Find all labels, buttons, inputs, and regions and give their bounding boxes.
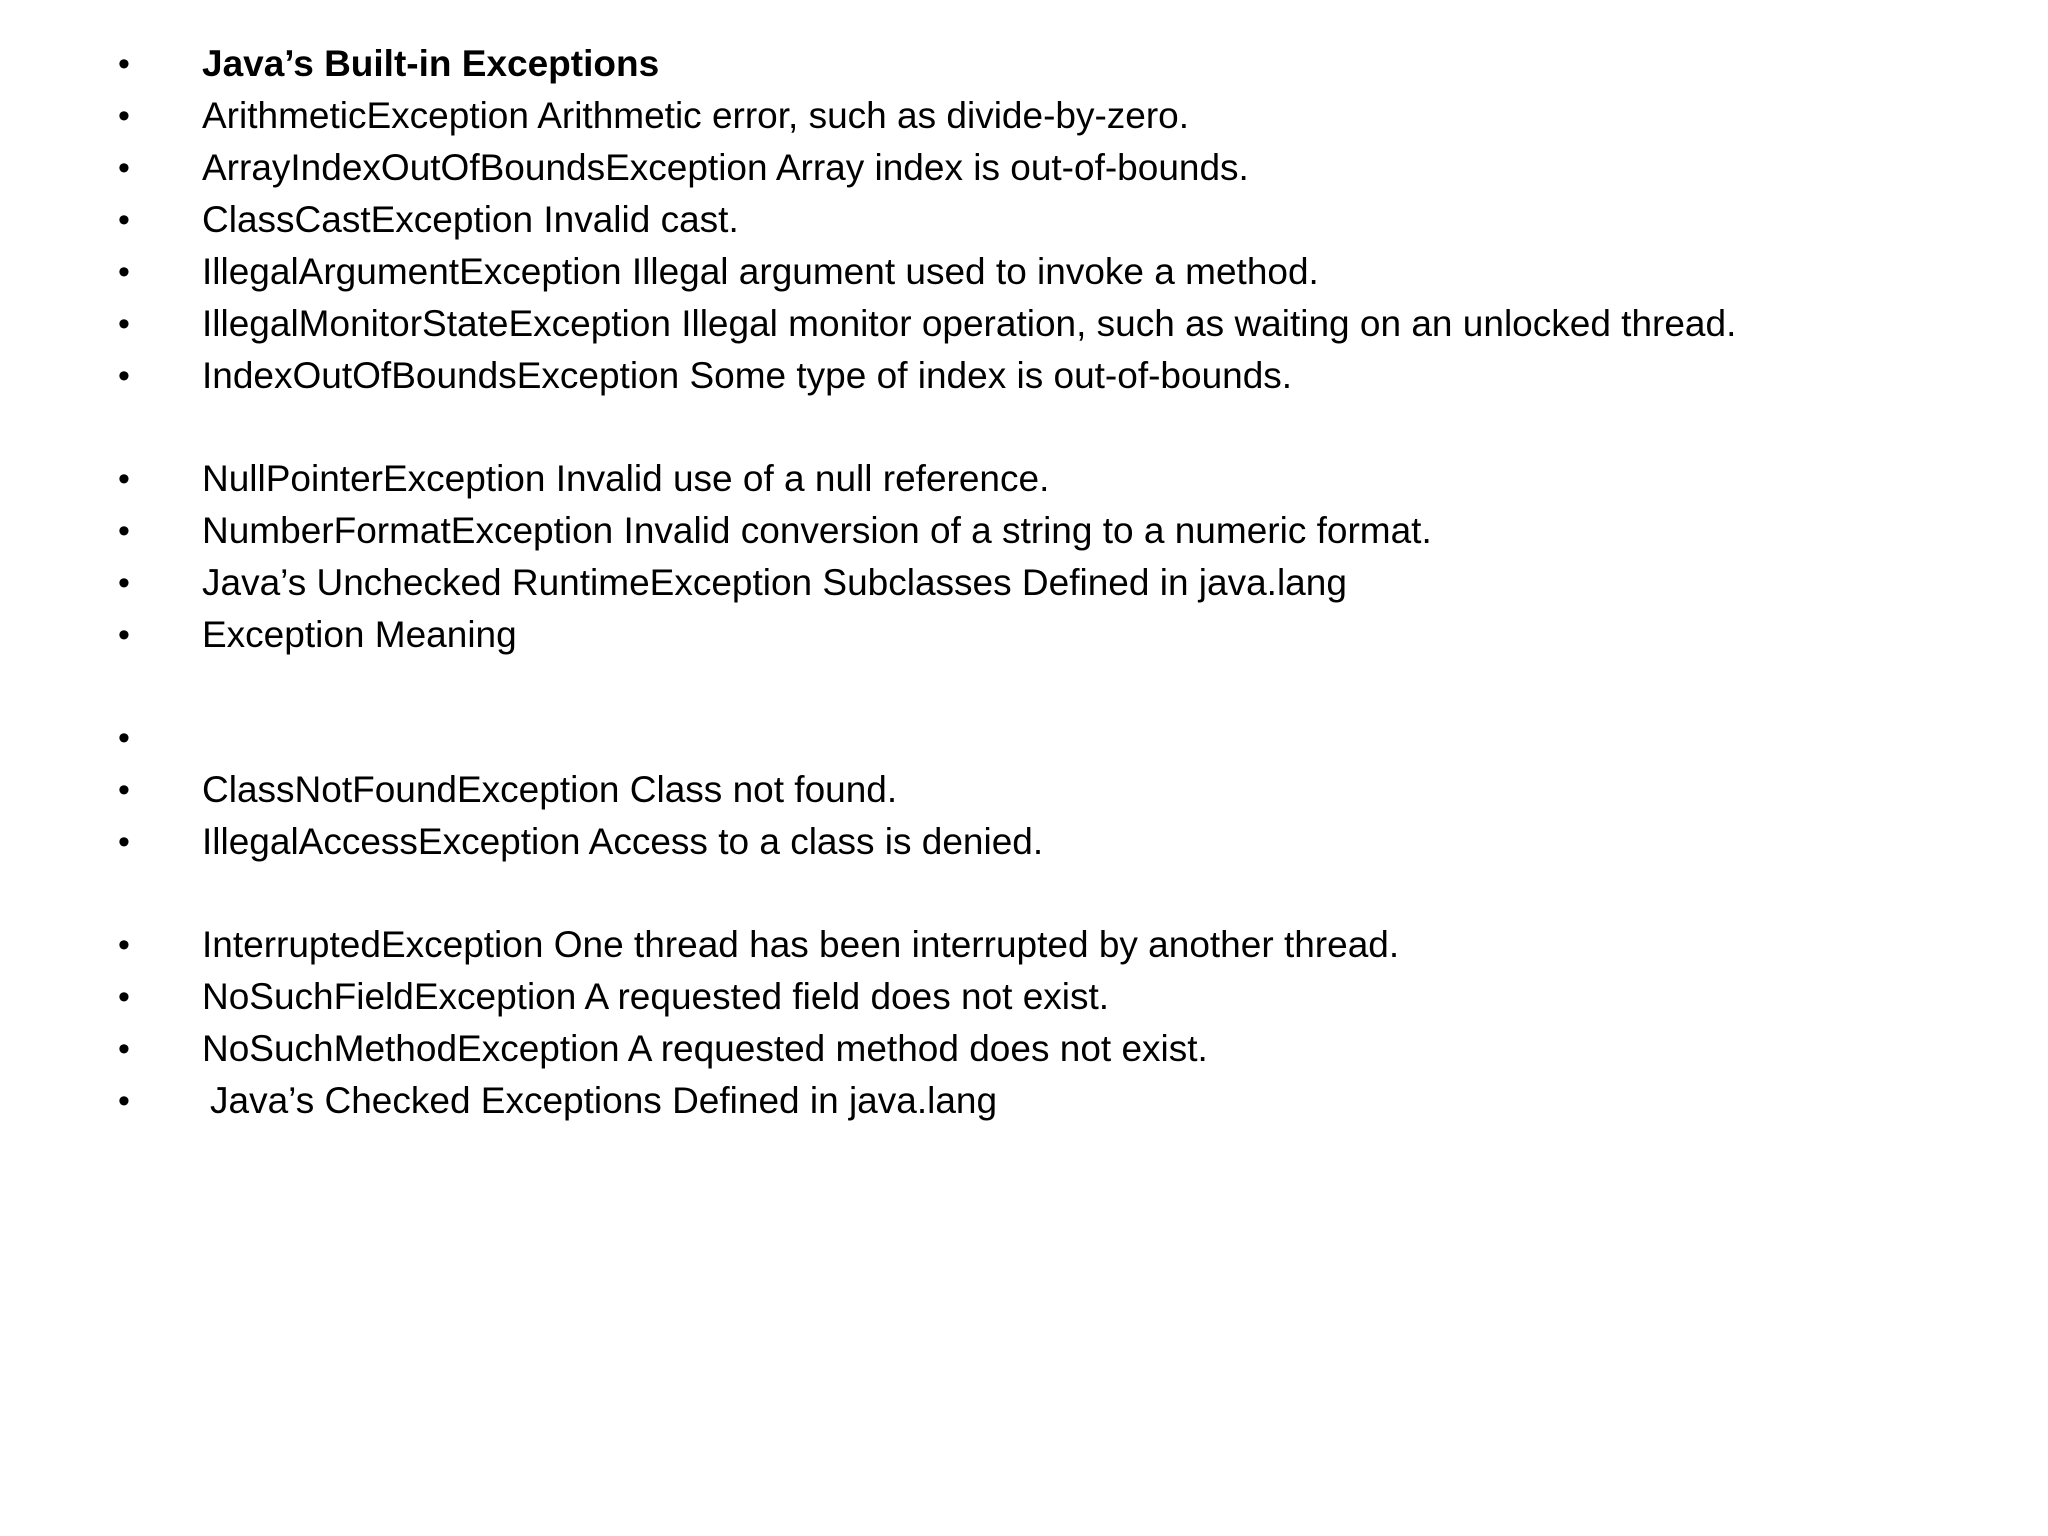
list-item bbox=[118, 764, 2018, 816]
bullet-list bbox=[118, 38, 2018, 1127]
list-item bbox=[118, 971, 2018, 1023]
bullet-icon: • bbox=[118, 512, 130, 550]
list-item bbox=[118, 1023, 2018, 1075]
bullet-icon: • bbox=[118, 564, 130, 602]
list-item-text: ClassCastException Invalid cast. bbox=[202, 199, 739, 240]
bullet-icon: • bbox=[118, 357, 130, 395]
list-item bbox=[118, 557, 2018, 609]
list-item bbox=[118, 90, 2018, 142]
bullet-icon: • bbox=[118, 978, 130, 1016]
list-item bbox=[118, 453, 2018, 505]
list-item bbox=[118, 919, 2018, 971]
bullet-icon: • bbox=[118, 149, 130, 187]
list-item bbox=[118, 712, 2018, 764]
list-item-text: IllegalMonitorStateException Illegal monitor operation, such as waiting on an unlocked thread. bbox=[202, 303, 1737, 344]
list-item-text: ArrayIndexOutOfBoundsException Array index is out-of-bounds. bbox=[202, 147, 1249, 188]
list-item bbox=[118, 194, 2018, 246]
list-item-text: Java’s Unchecked RuntimeException Subclasses Defined in java.lang bbox=[202, 562, 1347, 603]
list-item-text: IndexOutOfBoundsException Some type of index is out-of-bounds. bbox=[202, 355, 1293, 396]
list-item-text: IllegalAccessException Access to a class is denied. bbox=[202, 821, 1044, 862]
bullet-icon: • bbox=[118, 771, 130, 809]
list-item bbox=[118, 505, 2018, 557]
bullet-icon: • bbox=[118, 97, 130, 135]
bullet-icon: • bbox=[118, 926, 130, 964]
slide-heading: Java’s Built-in Exceptions bbox=[202, 43, 660, 84]
list-item bbox=[118, 38, 2018, 90]
list-item-text: NoSuchMethodException A requested method does not exist. bbox=[202, 1028, 1208, 1069]
bullet-icon: • bbox=[118, 1030, 130, 1068]
list-item bbox=[118, 1075, 2018, 1127]
bullet-icon: • bbox=[118, 460, 130, 498]
list-item bbox=[118, 350, 2018, 402]
list-item-text: Java’s Checked Exceptions Defined in java.lang bbox=[210, 1080, 998, 1121]
bullet-icon: • bbox=[118, 719, 130, 757]
list-item-text: NoSuchFieldException A requested field does not exist. bbox=[202, 976, 1110, 1017]
bullet-icon: • bbox=[118, 305, 130, 343]
list-item-text: Exception Meaning bbox=[202, 614, 517, 655]
list-item-text: ArithmeticException Arithmetic error, such as divide-by-zero. bbox=[202, 95, 1190, 136]
bullet-icon: • bbox=[118, 45, 130, 83]
list-item-text: IllegalArgumentException Illegal argument used to invoke a method. bbox=[202, 251, 1319, 292]
list-item bbox=[118, 298, 2018, 350]
list-item-text: NullPointerException Invalid use of a null reference. bbox=[202, 458, 1050, 499]
bullet-icon: • bbox=[118, 201, 130, 239]
bullet-icon: • bbox=[118, 253, 130, 291]
list-item bbox=[118, 142, 2018, 194]
list-item bbox=[118, 609, 2018, 661]
bullet-icon: • bbox=[118, 1082, 130, 1120]
list-item-text: ClassNotFoundException Class not found. bbox=[202, 769, 898, 810]
bullet-icon: • bbox=[118, 616, 130, 654]
bullet-icon: • bbox=[118, 823, 130, 861]
list-item bbox=[118, 246, 2018, 298]
list-item-text: NumberFormatException Invalid conversion of a string to a numeric format. bbox=[202, 510, 1432, 551]
list-item bbox=[118, 816, 2018, 868]
list-item-text: InterruptedException One thread has been interrupted by another thread. bbox=[202, 924, 1400, 965]
